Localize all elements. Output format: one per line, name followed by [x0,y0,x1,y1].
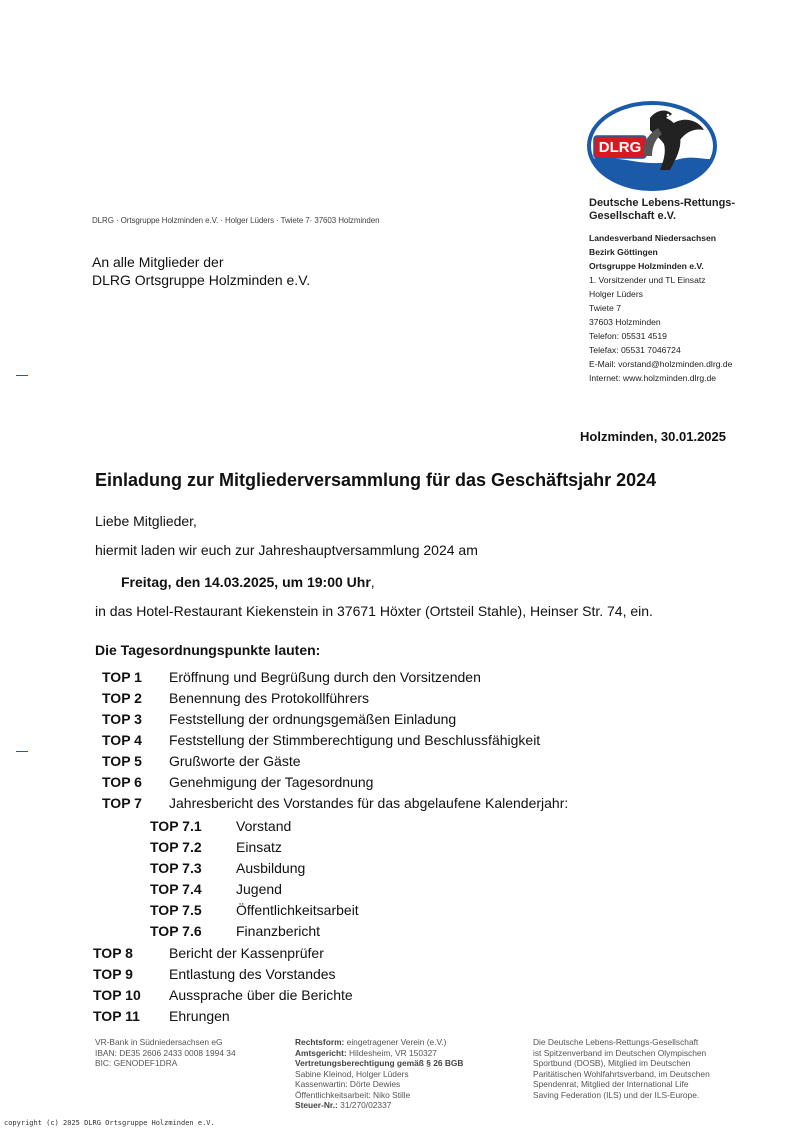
subagenda-text: Vorstand [236,818,292,834]
subagenda-key: TOP 7.2 [150,839,202,855]
legal-steuer [295,1100,463,1111]
copyright-notice: copyright (c) 2025 DLRG Ortsgruppe Holzminden e.V. [4,1119,215,1127]
subagenda-text: Einsatz [236,839,282,855]
agenda-text: Genehmigung der Tagesordnung [169,774,374,790]
legal-value: 31/270/02337 [337,1100,392,1110]
recipient-line: An alle Mitglieder der [92,254,224,270]
agenda-item [93,966,353,987]
legal-label: Amtsgericht: [295,1047,347,1058]
logo-text: DLRG [598,139,642,156]
agenda-key: TOP 1 [102,669,142,685]
fold-mark [16,375,28,376]
agenda-item [102,774,568,795]
subagenda-item [150,818,359,839]
agenda-text: Benennung des Protokollführers [169,690,370,706]
sender-line: DLRG · Ortsgruppe Holzminden e.V. · Holger Lüders · Twiete 7· 37603 Holzminden [92,216,380,225]
organization-details [589,231,732,385]
legal-kasse: Kassenwartin: Dörte Dewies [295,1079,401,1089]
about-line: Paritätischen Wohlfahrtsverband, im Deutschen [533,1068,710,1079]
agenda-item [102,795,568,816]
footer-about [533,1037,710,1100]
subagenda-text: Finanzbericht [236,923,321,939]
org-website[interactable]: Internet: www.holzminden.dlrg.de [589,373,717,383]
legal-label: Steuer-Nr.: [295,1100,338,1110]
org-bezirk: Bezirk Göttingen [589,247,658,257]
dlrg-logo [586,100,718,192]
agenda-key: TOP 8 [93,945,133,961]
recipient-line: DLRG Ortsgruppe Holzminden e.V. [92,272,311,288]
subagenda-item [150,860,359,881]
agenda-key: TOP 9 [93,966,133,982]
agenda-text: Jahresbericht des Vorstandes für das abgelaufene Kalenderjahr: [169,795,569,811]
footer-legal [295,1037,463,1111]
agenda-text: Bericht der Kassenprüfer [169,945,324,961]
letter-title: Einladung zur Mitgliederversammlung für das Geschäftsjahr 2024 [95,470,657,490]
event-datetime [121,574,375,590]
subagenda-item [150,881,359,902]
org-role: 1. Vorsitzender und TL Einsatz [589,275,706,285]
fold-mark [16,751,28,752]
agenda-key: TOP 6 [102,774,142,790]
subagenda-text: Öffentlichkeitsarbeit [236,902,359,918]
legal-names: Sabine Kleinod, Holger Lüders [295,1068,409,1079]
subagenda-item [150,902,359,923]
organization-name [589,197,735,223]
letter-date: Holzminden, 30.01.2025 [580,429,726,444]
intro-text: hiermit laden wir euch zur Jahreshauptversammlung 2024 am [95,542,478,558]
subagenda-text: Ausbildung [236,860,306,876]
agenda-text: Feststellung der ordnungsgemäßen Einladung [169,711,457,727]
org-fax: Telefax: 05531 7046724 [589,345,681,355]
footer-bank [95,1037,236,1069]
agenda-key: TOP 10 [93,987,141,1003]
subagenda-text: Jugend [236,881,282,897]
legal-amtsgericht [295,1048,463,1059]
agenda-item [93,987,353,1008]
agenda-item [93,945,353,966]
about-line: Spendenrat, Mitglied der International Life [533,1079,689,1089]
legal-value: eingetragener Verein (e.V.) [344,1037,447,1047]
legal-rechtsform [295,1037,463,1048]
recipient-address [92,253,310,289]
org-ortsgruppe: Ortsgruppe Holzminden e.V. [589,261,704,271]
bank-name: VR-Bank in Südniedersachsen eG [95,1037,223,1047]
org-street: Twiete 7 [589,303,622,313]
agenda-key: TOP 3 [102,711,142,727]
about-line: Saving Federation (ILS) und der ILS-Europe. [533,1089,700,1100]
agenda-key: TOP 11 [93,1008,140,1024]
agenda-key: TOP 7 [102,795,142,811]
agenda-item [102,669,568,690]
subagenda-key: TOP 7.6 [150,923,202,939]
agenda-item [93,1008,353,1029]
about-line: Die Deutsche Lebens-Rettungs-Gesellschaft [533,1037,699,1047]
legal-oeffentlichkeit: Öffentlichkeitsarbeit: Niko Stille [295,1089,411,1100]
agenda-text: Entlastung des Vorstandes [169,966,336,982]
agenda-text: Feststellung der Stimmberechtigung und Beschlussfähigkeit [169,732,541,748]
subagenda-key: TOP 7.1 [150,818,202,834]
agenda-item [102,711,568,732]
legal-label: Rechtsform: [295,1037,345,1047]
legal-vertretung: Vertretungsberechtigung gemäß § 26 BGB [295,1058,464,1068]
subagenda-list [150,818,359,944]
agenda-key: TOP 5 [102,753,142,769]
salutation: Liebe Mitglieder, [95,513,197,529]
subagenda-item [150,839,359,860]
org-name-line: Deutsche Lebens-Rettungs- [589,197,736,209]
bank-iban: IBAN: DE35 2606 2433 0008 1994 34 [95,1047,236,1058]
agenda-item [102,690,568,711]
location-text: in das Hotel-Restaurant Kiekenstein in 37671 Höxter (Ortsteil Stahle), Heinser Str. 74, ein. [95,603,653,619]
org-landesverband: Landesverband Niedersachsen [589,233,717,243]
org-email[interactable]: E-Mail: vorstand@holzminden.dlrg.de [589,359,733,369]
agenda-list-continued [93,945,353,1029]
subagenda-key: TOP 7.4 [150,881,202,897]
agenda-item [102,732,568,753]
org-city: 37603 Holzminden [589,317,661,327]
agenda-key: TOP 4 [102,732,142,748]
agenda-item [102,753,568,774]
agenda-key: TOP 2 [102,690,142,706]
subagenda-item [150,923,359,944]
subagenda-key: TOP 7.5 [150,902,202,918]
event-datetime-bold: Freitag, den 14.03.2025, um 19:00 Uhr [121,574,371,590]
subagenda-key: TOP 7.3 [150,860,202,876]
about-line: ist Spitzenverband im Deutschen Olympischen [533,1047,707,1058]
event-comma: , [370,574,375,590]
agenda-list [102,669,568,816]
bank-bic: BIC: GENODEF1DRA [95,1058,178,1068]
about-line: Sportbund (DOSB), Mitglied im Deutschen [533,1058,691,1068]
agenda-text: Ehrungen [169,1008,230,1024]
agenda-text: Grußworte der Gäste [169,753,301,769]
agenda-heading: Die Tagesordnungspunkte lauten: [95,642,321,658]
agenda-text: Aussprache über die Berichte [169,987,353,1003]
org-name-line: Gesellschaft e.V. [589,210,677,222]
legal-value: Hildesheim, VR 150327 [346,1047,437,1058]
org-phone: Telefon: 05531 4519 [589,331,667,341]
org-person: Holger Lüders [589,289,643,299]
agenda-text: Eröffnung und Begrüßung durch den Vorsitzenden [169,669,481,685]
